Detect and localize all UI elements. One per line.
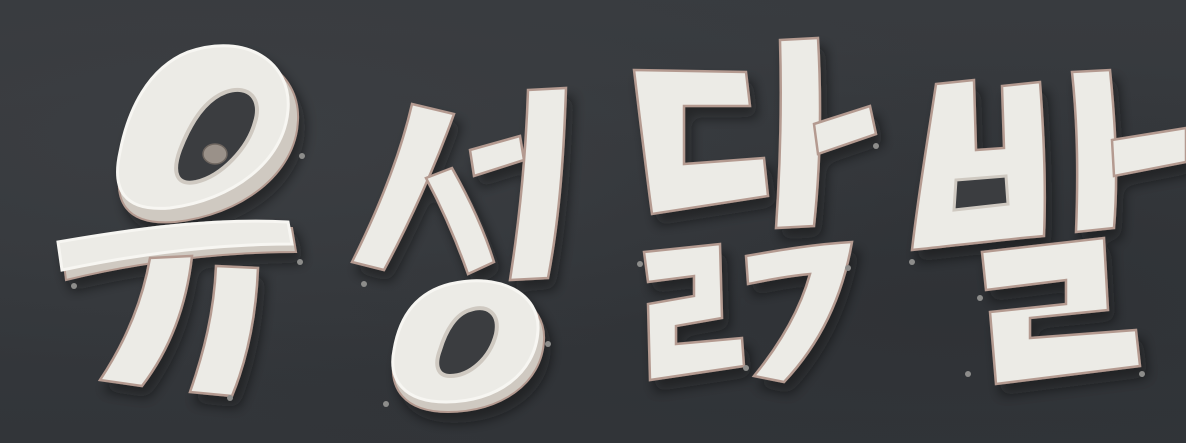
letter-seong-siot-right [426, 168, 494, 274]
letter-yu-leg-right [190, 266, 258, 396]
letter-bal-a-vertical [1072, 70, 1116, 232]
bird-decoration [203, 144, 227, 164]
letter-bal-bieup-hole [954, 176, 1008, 210]
letter-bal [912, 70, 1186, 384]
letter-dak [634, 38, 876, 382]
letter-bal-a-arm [1112, 128, 1186, 176]
letter-seong-eo-dash [470, 136, 524, 176]
letter-dak-a-arm [814, 106, 876, 154]
letter-seong [352, 88, 566, 412]
letter-dak-a-vertical [776, 38, 820, 228]
letter-yu-leg-left [100, 256, 192, 386]
letter-yu [58, 46, 298, 396]
letter-bal-bieup [912, 80, 1045, 250]
letter-dak-rieul [644, 244, 744, 380]
sign-text [0, 0, 1, 1]
letter-bal-rieul [982, 238, 1140, 384]
letter-dak-digeut [634, 70, 768, 214]
letter-dak-giyeok [746, 242, 852, 382]
letter-seong-eo-vertical [510, 88, 566, 280]
